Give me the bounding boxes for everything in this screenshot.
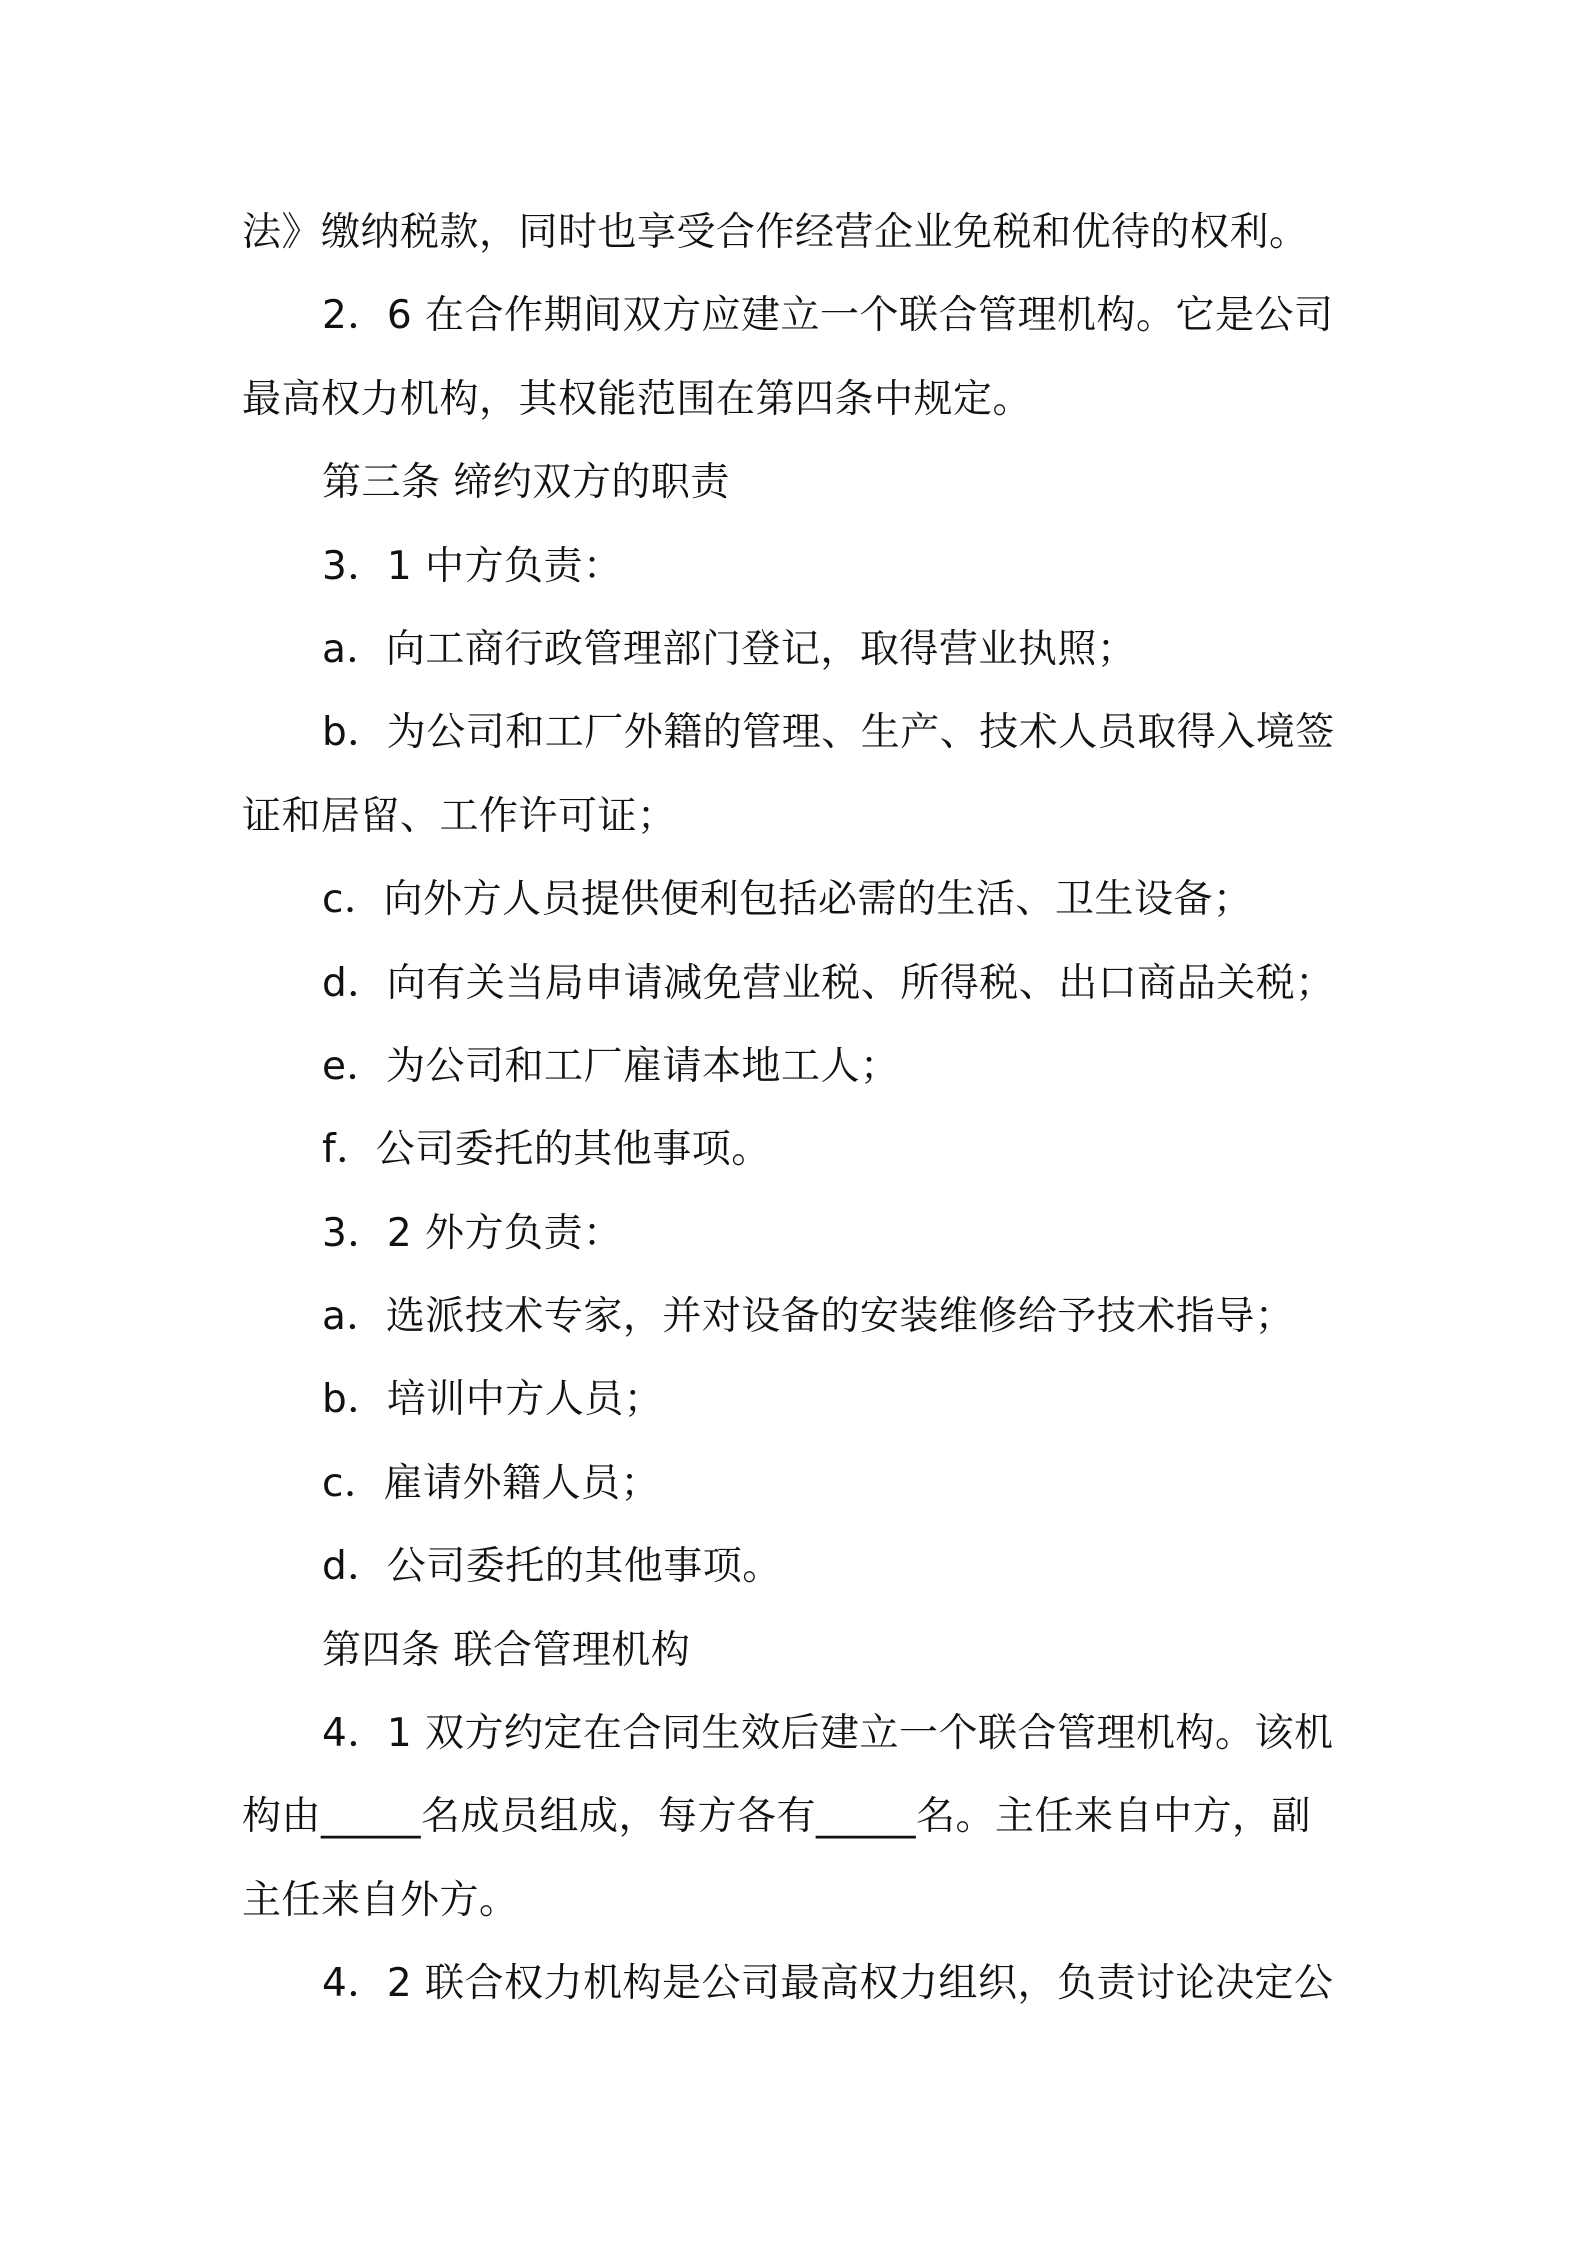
list-item: d．向有关当局申请减免营业税、所得税、出口商品关税； xyxy=(322,960,1335,1006)
text-line: 4．2 联合权力机构是公司最高权力组织，负责讨论决定公 xyxy=(322,1961,1334,2007)
text-line: 证和居留、工作许可证； xyxy=(242,793,677,839)
list-item: d．公司委托的其他事项。 xyxy=(322,1544,782,1590)
clause-heading: 3．2 外方负责： xyxy=(322,1210,623,1256)
section-heading: 第四条 联合管理机构 xyxy=(322,1627,691,1673)
text-line: 最高权力机构，其权能范围在第四条中规定。 xyxy=(242,376,1033,422)
section-heading: 第三条 缔约双方的职责 xyxy=(322,460,730,506)
text-line: 4．1 双方约定在合同生效后建立一个联合管理机构。该机 xyxy=(322,1711,1334,1757)
list-item: f．公司委托的其他事项。 xyxy=(322,1127,771,1173)
list-item: b．为公司和工厂外籍的管理、生产、技术人员取得入境签 xyxy=(322,710,1335,756)
text-line: 构由_____名成员组成，每方各有_____名。主任来自中方，副 xyxy=(242,1794,1312,1840)
text-line: 主任来自外方。 xyxy=(242,1877,519,1923)
list-item: b．培训中方人员； xyxy=(322,1377,664,1423)
list-item: e．为公司和工厂雇请本地工人； xyxy=(322,1043,900,1089)
text-line: 2．6 在合作期间双方应建立一个联合管理机构。它是公司 xyxy=(322,293,1334,339)
list-item: c．雇请外籍人员； xyxy=(322,1460,660,1506)
clause-heading: 3．1 中方负责： xyxy=(322,543,623,589)
text-line: 法》缴纳税款，同时也享受合作经营企业免税和优待的权利。 xyxy=(242,210,1309,255)
document-body xyxy=(242,191,1352,2026)
list-item: a．向工商行政管理部门登记，取得营业执照； xyxy=(322,626,1137,672)
list-item: c．向外方人员提供便利包括必需的生活、卫生设备； xyxy=(322,877,1253,923)
list-item: a．选派技术专家，并对设备的安装维修给予技术指导； xyxy=(322,1294,1295,1340)
